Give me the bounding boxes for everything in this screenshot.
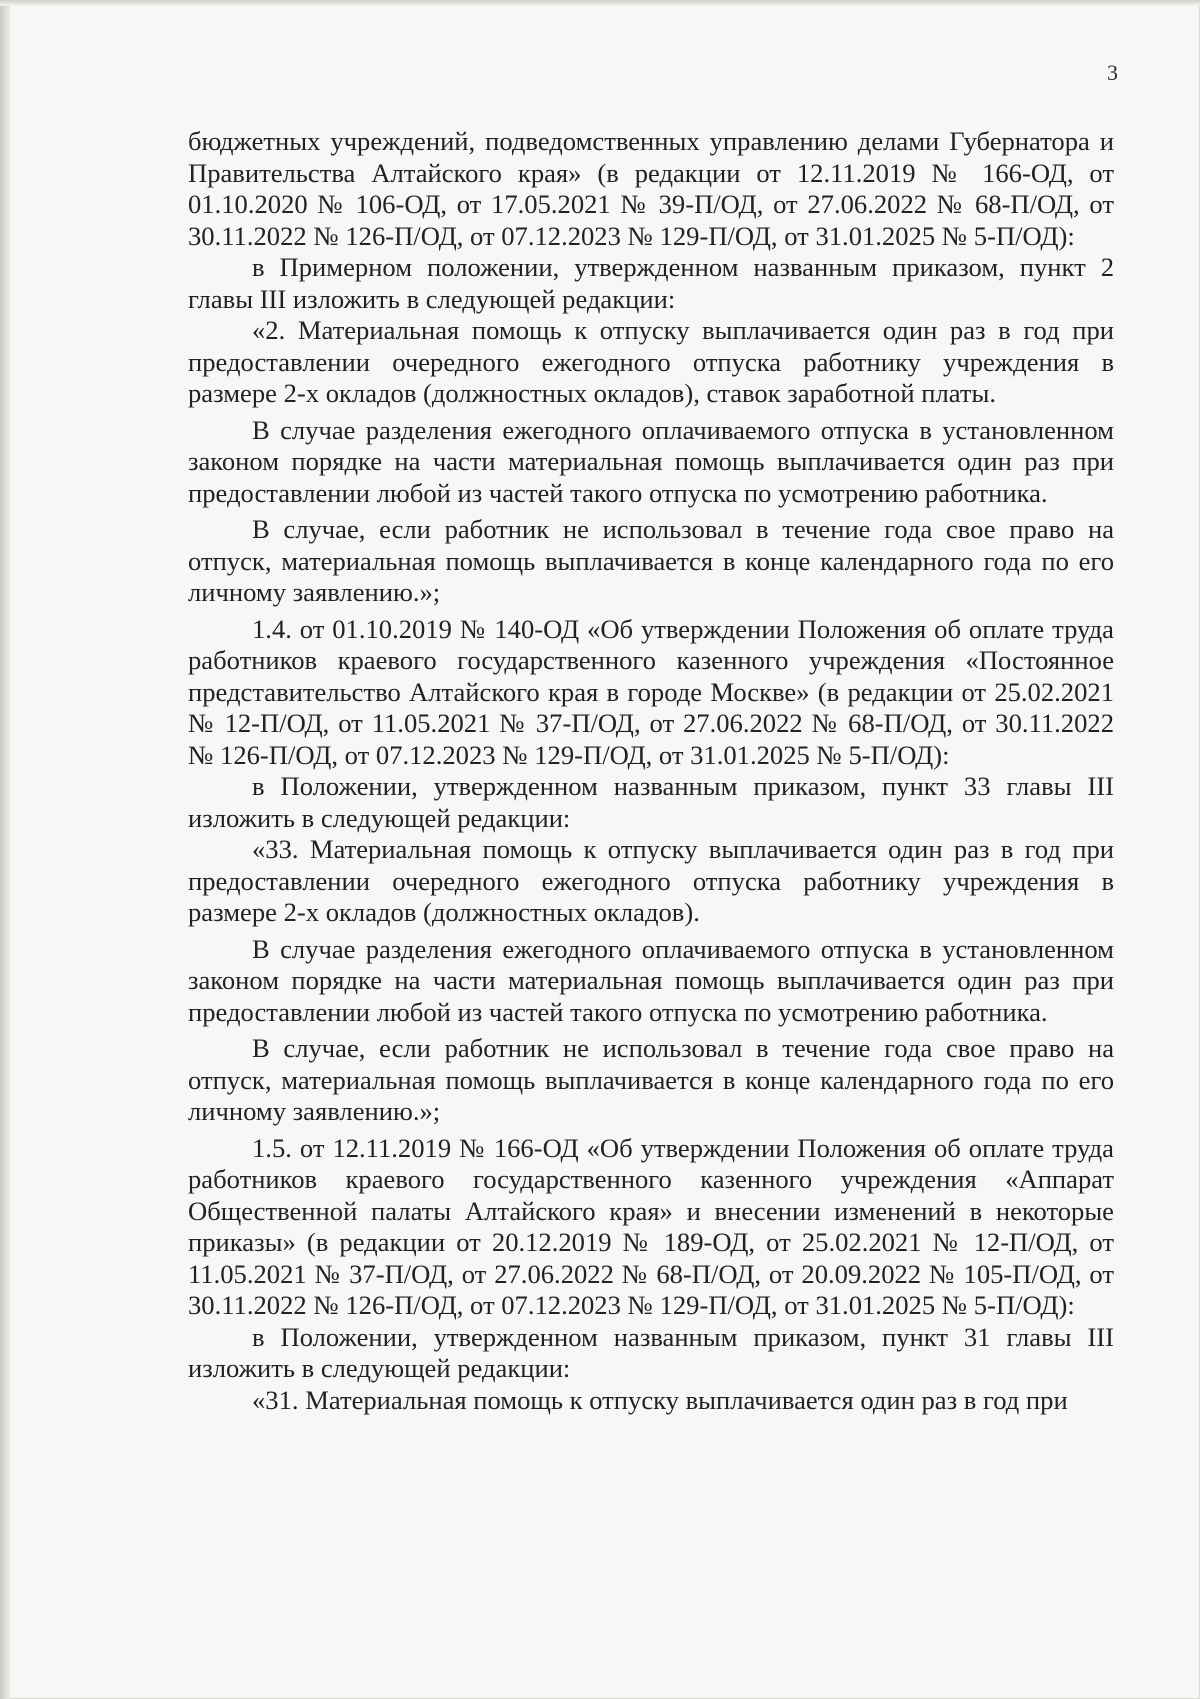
scan-edge-left: [0, 0, 10, 1699]
paragraph-item-1-4: 1.4. от 01.10.2019 № 140-ОД «Об утверждении Положения об оплате труда работников краевого государственного казенного учреждения «Постоянное представительство Алтайского края в городе Москве» (в редакции от 25.02.2021 № 12-П/ОД, от 11.05.2021 № 37-П/ОД, от 27.06.2022 № 68-П/ОД, от 30.11.2022 № 126-П/ОД, от 07.12.2023 № 129-П/ОД, от 31.01.2025 № 5-П/ОД):: [188, 613, 1114, 770]
paragraph-quote-33: «33. Материальная помощь к отпуску выплачивается один раз в год при предоставлении очередного ежегодного отпуска работнику учреждения в размере 2-х окладов (должностных окладов).: [188, 834, 1114, 927]
document-body: [188, 126, 1114, 1416]
paragraph-unused-leave-2: В случае, если работник не использовал в течение года свое право на отпуск, материальная помощь выплачивается в конце календарного года по его личному заявлению.»;: [188, 1033, 1114, 1126]
page-number: 3: [1107, 60, 1118, 85]
paragraph-amendment-31: в Положении, утвержденном названным приказом, пункт 31 главы III изложить в следующей редакции:: [188, 1321, 1114, 1383]
paragraph-quote-31: «31. Материальная помощь к отпуску выплачивается один раз в год при: [252, 1384, 1068, 1415]
paragraph-intro: бюджетных учреждений, подведомственных управлению делами Губернатора и Правительства Алтайского края» (в редакции от 12.11.2019 № 166-ОД, от 01.10.2020 № 106-ОД, от 17.05.2021 № 39-П/ОД, от 27.06.2022 № 68-П/ОД, от 30.11.2022 № 126-П/ОД, от 07.12.2023 № 129-П/ОД, от 31.01.2025 № 5-П/ОД):: [188, 126, 1114, 251]
paragraph-amendment-2: в Примерном положении, утвержденном названным приказом, пункт 2 главы III изложить в следующей редакции:: [188, 252, 1114, 314]
paragraph-split-leave-1: В случае разделения ежегодного оплачиваемого отпуска в установленном законом порядке на части материальная помощь выплачивается один раз при предоставлении любой из частей такого отпуска по усмотрению работника.: [188, 414, 1114, 508]
paragraph-split-leave-2: В случае разделения ежегодного оплачиваемого отпуска в установленном законом порядке на части материальная помощь выплачивается один раз при предоставлении любой из частей такого отпуска по усмотрению работника.: [188, 933, 1114, 1027]
paragraph-unused-leave-1: В случае, если работник не использовал в течение года свое право на отпуск, материальная помощь выплачивается в конце календарного года по его личному заявлению.»;: [188, 514, 1114, 607]
paragraph-quote-2: «2. Материальная помощь к отпуску выплачивается один раз в год при предоставлении очередного ежегодного отпуска работнику учреждения в размере 2-х окладов (должностных окладов), ставок заработной платы.: [188, 315, 1114, 408]
scan-edge-top: [0, 0, 1200, 6]
paragraph-item-1-5: 1.5. от 12.11.2019 № 166-ОД «Об утверждении Положения об оплате труда работников краевого государственного казенного учреждения «Аппарат Общественной палаты Алтайского края» и внесении изменений в некоторые приказы» (в редакции от 20.12.2019 № 189-ОД, от 25.02.2021 № 12-П/ОД, от 11.05.2021 № 37-П/ОД, от 27.06.2022 № 68-П/ОД, от 20.09.2022 № 105-П/ОД, от 30.11.2022 № 126-П/ОД, от 07.12.2023 № 129-П/ОД, от 31.01.2025 № 5-П/ОД):: [188, 1132, 1114, 1320]
paragraph-amendment-33: в Положении, утвержденном названным приказом, пункт 33 главы III изложить в следующей редакции:: [188, 771, 1114, 833]
